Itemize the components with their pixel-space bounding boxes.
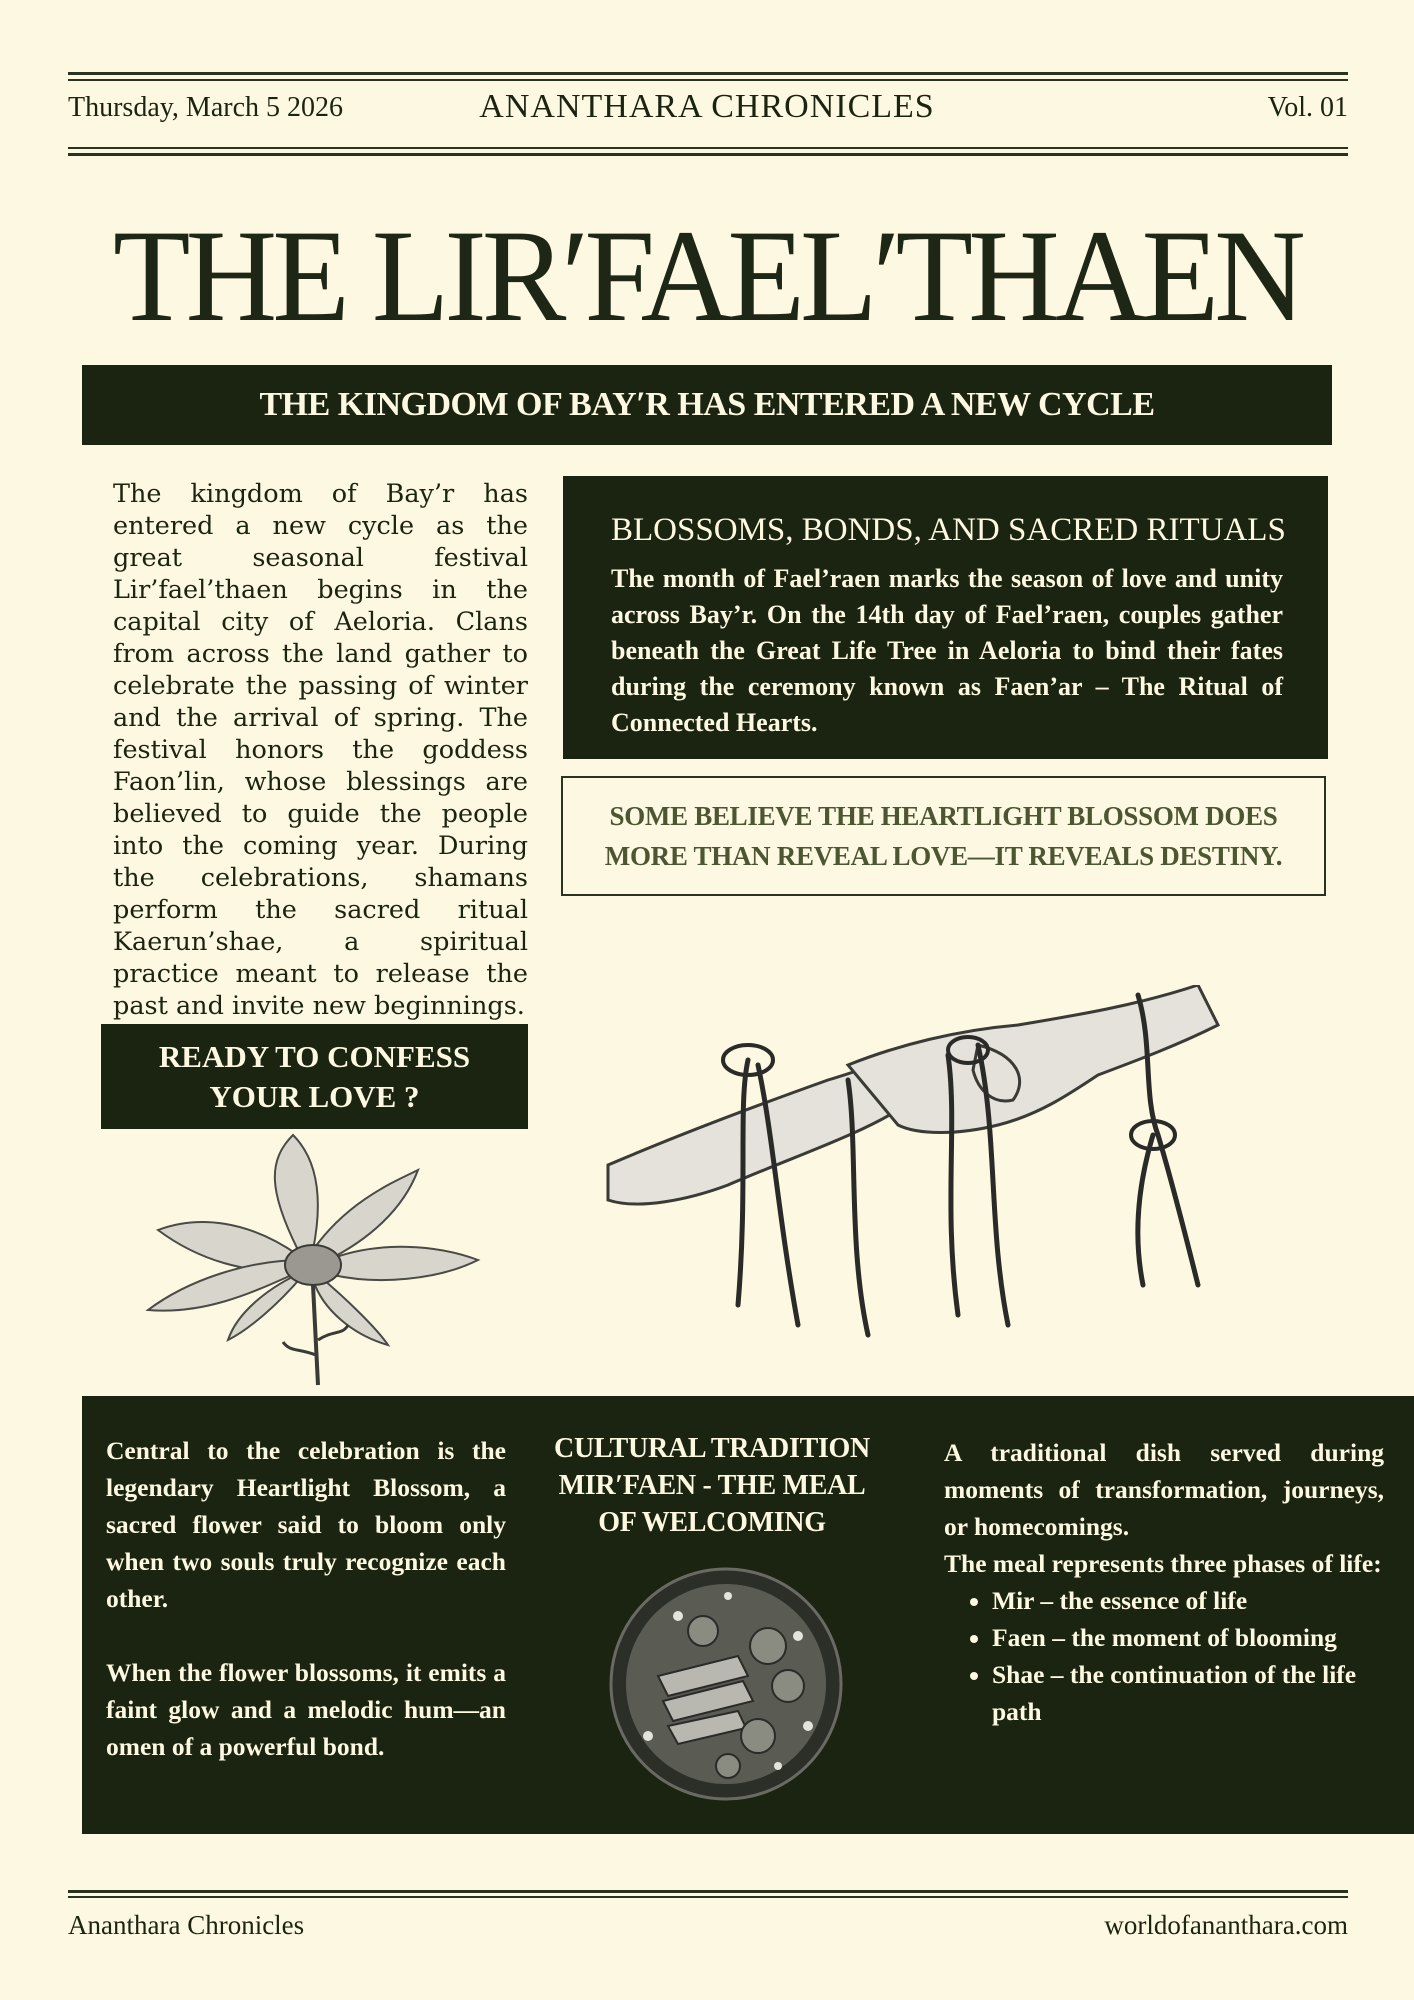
rituals-body: The month of Fael’raen marks the season of love and unity across Bay’r. On the 14th day of Fael’raen, couples gather beneath the Great Life Tree in Aeloria to bind their fates during the ceremony known as Faen’ar – The Ritual of Connected Hearts. [611,564,1283,737]
confess-box [101,1024,528,1129]
confess-text: READY TO CONFESS YOUR LOVE ? [158,1038,471,1114]
list-item: • Shae – the continuation of the life path [992,1656,1384,1730]
flower-illustration [118,1130,518,1390]
bottom-panel [82,1396,1414,1834]
dish-description: A traditional dish served during moments of transformation, journeys, or homecomings. [944,1438,1384,1541]
hands-illustration [598,985,1238,1345]
footer-rule-2 [68,1896,1348,1898]
masthead-rule-top-2 [68,79,1348,81]
dish-illustration [608,1566,844,1802]
masthead-date: Thursday, March 5 2026 [68,92,344,123]
blossom-paragraph-1: Central to the celebration is the legendary Heartlight Blossom, a sacred flower said to bloom only when two souls truly recognize each other. [106,1436,506,1613]
dish-phases-list [944,1582,1384,1730]
masthead-rule-bottom-1 [68,147,1348,149]
blossom-paragraph-2: When the flower blossoms, it emits a faint glow and a melodic hum—an omen of a powerful bond. [106,1658,506,1761]
list-item: • Faen – the moment of blooming [992,1619,1384,1656]
list-item: • Mir – the essence of life [992,1582,1384,1619]
headline-banner [82,365,1332,445]
rituals-box [563,476,1328,759]
masthead-volume: Vol. 01 [1267,92,1348,123]
masthead-rule-top-1 [68,72,1348,75]
footer-website[interactable]: worldofananthara.com [1104,1910,1348,1940]
footer-publication: Ananthara Chronicles [68,1910,305,1940]
tradition-title: CULTURAL TRADITION MIRʹFAEN - THE MEAL OF WELCOMING [554,1433,870,1538]
quote-text: SOME BELIEVE THE HEARTLIGHT BLOSSOM DOES MORE THAN REVEAL LOVE—IT REVEALS DESTINY. [604,801,1283,871]
dish-phases-intro: The meal represents three phases of life: [944,1549,1382,1578]
footer-rule-1 [68,1890,1348,1893]
masthead-rule-bottom-2 [68,153,1348,156]
rituals-title: BLOSSOMS, BONDS, AND SACRED RITUALS [611,512,1286,548]
dish-column [944,1434,1384,1730]
quote-box [561,776,1326,896]
intro-article: The kingdom of Bay’r has entered a new cycle as the great seasonal festival Lir’fael’thaen begins in the capital city of Aeloria. Clans from across the land gather to celebrate the passing of winter and the arrival of spring. The festival honors the goddess Faon’lin, whose blessings are believed to guide the people into the coming year. During the celebrations, shamans perform the sacred ritual Kaerun’shae, a spiritual practice meant to release the past and invite new beginnings. [113,479,528,1021]
banner-text: THE KINGDOM OF BAYʹR HAS ENTERED A NEW CYCLE [259,386,1155,423]
masthead-publication: ANANTHARA CHRONICLES [479,88,935,125]
main-headline: THE LIRʹFAELʹTHAEN [113,202,1301,349]
blossom-column [106,1432,506,1802]
